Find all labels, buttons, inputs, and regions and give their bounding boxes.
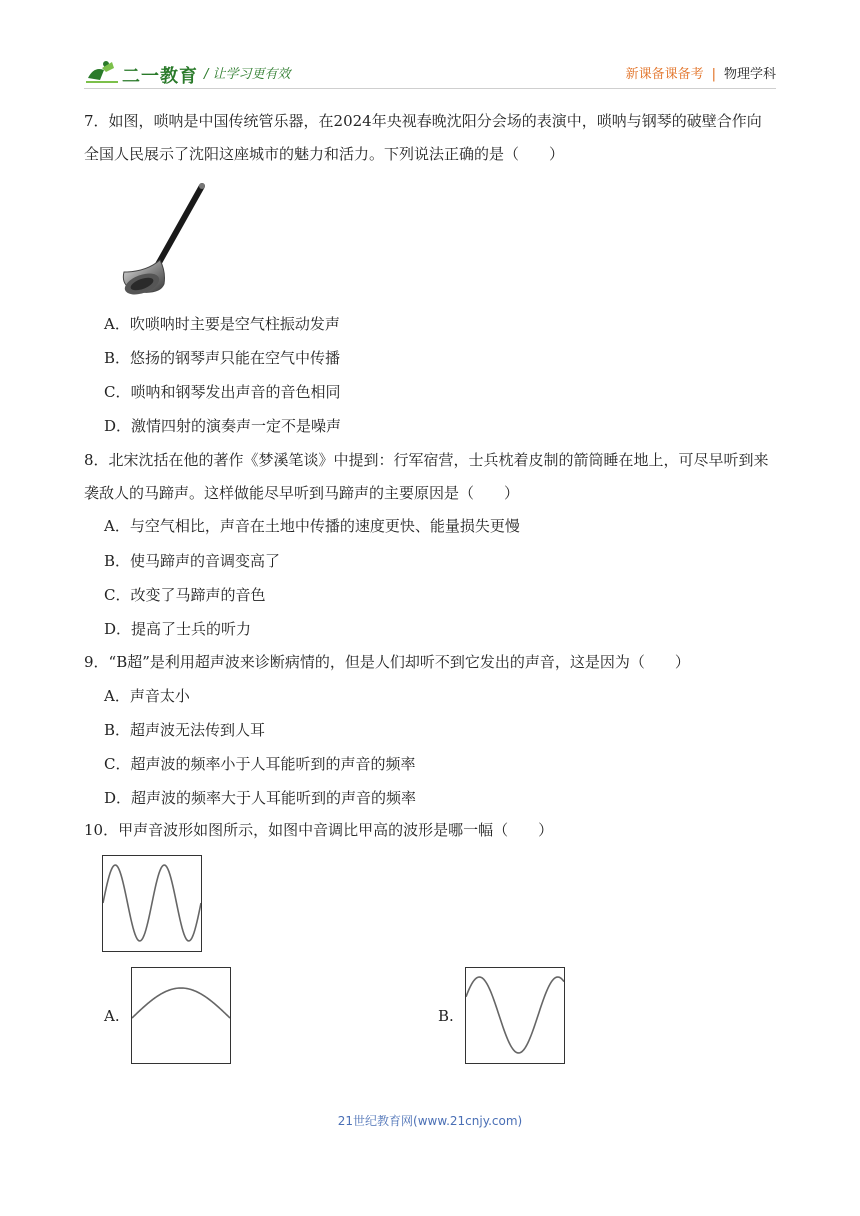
waveform-b-label: B. xyxy=(438,1007,454,1025)
question-10: 10．甲声音波形如图所示，如图中音调比甲高的波形是哪一幅（ ） xyxy=(84,821,554,839)
q7-option-b: B．悠扬的钢琴声只能在空气中传播 xyxy=(104,349,341,367)
page-footer: 21世纪教育网(www.21cnjy.com) xyxy=(337,1114,523,1128)
q9-option-c: C．超声波的频率小于人耳能听到的声音的频率 xyxy=(104,755,416,773)
header-tagline: 新课备课备考 xyxy=(625,67,704,82)
question-8: 8．北宋沈括在他的著作《梦溪笔谈》中提到：行军宿营，士兵枕着皮制的箭筒睡在地上，可尽早听到来袭敌人的马蹄声。这样做能尽早听到马蹄声的主要原因是（ ） xyxy=(84,451,769,502)
page-header xyxy=(84,58,776,88)
header-separator: | xyxy=(711,67,716,82)
q8-option-b: B．使马蹄声的音调变高了 xyxy=(104,552,281,570)
waveform-a xyxy=(131,967,231,1064)
question-7: 7．如图，唢呐是中国传统管乐器，在2024年央视春晚沈阳分会场的表演中，唢呐与钢琴的破壁合作向全国人民展示了沈阳这座城市的魅力和活力。下列说法正确的是（ ） xyxy=(84,112,762,163)
q9-option-b: B．超声波无法传到人耳 xyxy=(104,721,266,739)
waveform-b xyxy=(465,967,565,1064)
waveform-a-label: A. xyxy=(104,1007,120,1025)
q8-option-c: C．改变了马蹄声的音色 xyxy=(104,586,266,604)
q7-option-a: A．吹唢呐时主要是空气柱振动发声 xyxy=(104,315,340,333)
header-subject: 物理学科 xyxy=(723,67,776,82)
logo-text: 二一教育 xyxy=(122,66,198,87)
q9-option-d: D．超声波的频率大于人耳能听到的声音的频率 xyxy=(104,789,417,807)
header-divider xyxy=(84,88,776,89)
q7-option-d: D．激情四射的演奏声一定不是噪声 xyxy=(104,417,342,435)
suona-image xyxy=(116,180,206,298)
slogan: / 让学习更有效 xyxy=(204,67,291,82)
question-9: 9．“B超”是利用超声波来诊断病情的，但是人们却听不到它发出的声音，这是因为（ ） xyxy=(84,653,690,671)
header-right xyxy=(626,63,776,82)
q8-option-a: A．与空气相比，声音在土地中传播的速度更快、能量损失更慢 xyxy=(104,517,520,535)
q9-option-a: A．声音太小 xyxy=(104,687,190,705)
q7-option-c: C．唢呐和钢琴发出声音的音色相同 xyxy=(104,383,341,401)
waveform-reference xyxy=(102,855,202,952)
q8-option-d: D．提高了士兵的听力 xyxy=(104,620,252,638)
